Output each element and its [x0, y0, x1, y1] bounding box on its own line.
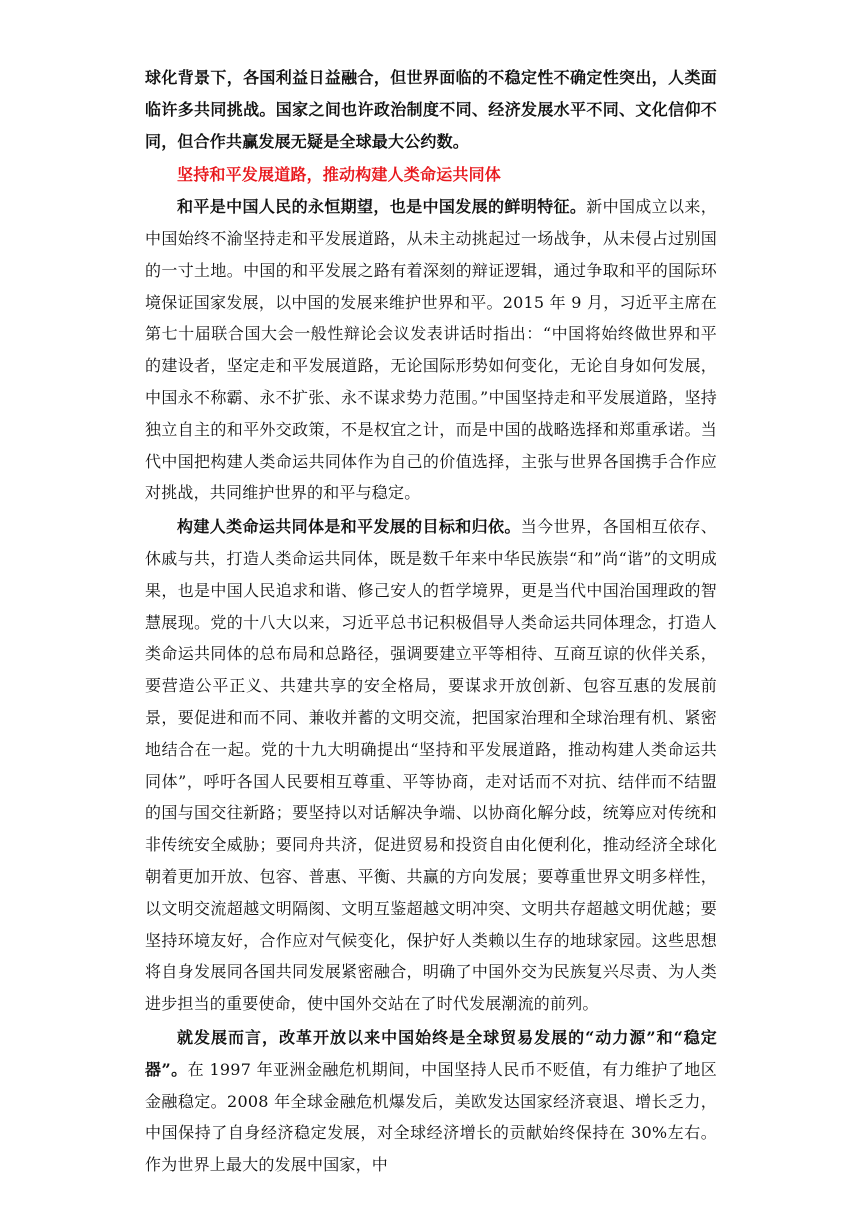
- paragraph-body: 在 1997 年亚洲金融危机期间，中国坚持人民币不贬值，有力维护了地区金融稳定。2008 年全球金融危机爆发后，美欧发达国家经济衰退、增长乏力，中国保持了自身经济稳定发展，对全球经济增长的贡献始终保持在 30%左右。作为世界上最大的发展中国家，中: [145, 1059, 717, 1175]
- paragraph-body: 当今世界，各国相互依存、休戚与共，打造人类命运共同体，既是数千年来中华民族崇“和”尚“谐”的文明成果，也是中国人民追求和谐、修己安人的哲学境界，更是当代中国治国理政的智慧展现。党的十八大以来，习近平总书记积极倡导人类命运共同体理念，打造人类命运共同体的总布局和总路径，强调要建立平等相待、互商互谅的伙伴关系，要营造公平正义、共建共享的安全格局，要谋求开放创新、包容互惠的发展前景，要促进和而不同、兼收并蓄的文明交流，把国家治理和全球治理有机、紧密地结合在一起。党的十九大明确提出“坚持和平发展道路，推动构建人类命运共同体”，呼吁各国人民要相互尊重、平等协商，走对话而不对抗、结伴而不结盟的国与国交往新路；要坚持以对话解决争端、以协商化解分歧，统筹应对传统和非传统安全威胁；要同舟共济，促进贸易和投资自由化便利化，推动经济全球化朝着更加开放、包容、普惠、平衡、共赢的方向发展；要尊重世界文明多样性，以文明交流超越文明隔阂、文明互鉴超越文明冲突、文明共存超越文明优越；要坚持环境友好，合作应对气候变化，保护好人类赖以生存的地球家园。这些思想将自身发展同各国共同发展紧密融合，明确了中国外交为民族复兴尽责、为人类进步担当的重要使命，使中国外交站在了时代发展潮流的前列。: [145, 517, 718, 1014]
- paragraph-development: [145, 1022, 717, 1181]
- paragraph-body: 新中国成立以来，中国始终不渝坚持走和平发展道路，从未主动挑起过一场战争，从未侵占过别国的一寸土地。中国的和平发展之路有着深刻的辩证逻辑，通过争取和平的国际环境保证国家发展，以中国的发展来维护世界和平。2015 年 9 月，习近平主席在第七十届联合国大会一般性辩论会议发表讲话时指出：“中国将始终做世界和平的建设者，坚定走和平发展道路，无论国际形势如何变化，无论自身如何发展，中国永不称霸、永不扩张、永不谋求势力范围。”中国坚持走和平发展道路，坚持独立自主的和平外交政策，不是权宜之计，而是中国的战略选择和郑重承诺。当代中国把构建人类命运共同体作为自己的价值选择，主张与世界各国携手合作应对挑战，共同维护世界的和平与稳定。: [145, 197, 717, 503]
- paragraph-lead: 构建人类命运共同体是和平发展的目标和归依。: [177, 517, 521, 537]
- paragraph-lead: 和平是中国人民的永恒期望，也是中国发展的鲜明特征。: [177, 197, 587, 217]
- paragraph-lead: 就发展而言，改革开放以来中国始终是全球贸易发展的“动力源”和“稳定器”。: [145, 1027, 717, 1079]
- document-page: [145, 62, 717, 1181]
- paragraph-community: [145, 511, 717, 1020]
- intro-paragraph: 球化背景下，各国利益日益融合，但世界面临的不稳定性不确定性突出，人类面临许多共同挑战。国家之间也许政治制度不同、经济发展水平不同、文化信仰不同，但合作共赢发展无疑是全球最大公约数。: [145, 68, 717, 151]
- paragraph-peace: [145, 191, 717, 509]
- section-heading: 坚持和平发展道路，推动构建人类命运共同体: [177, 165, 502, 185]
